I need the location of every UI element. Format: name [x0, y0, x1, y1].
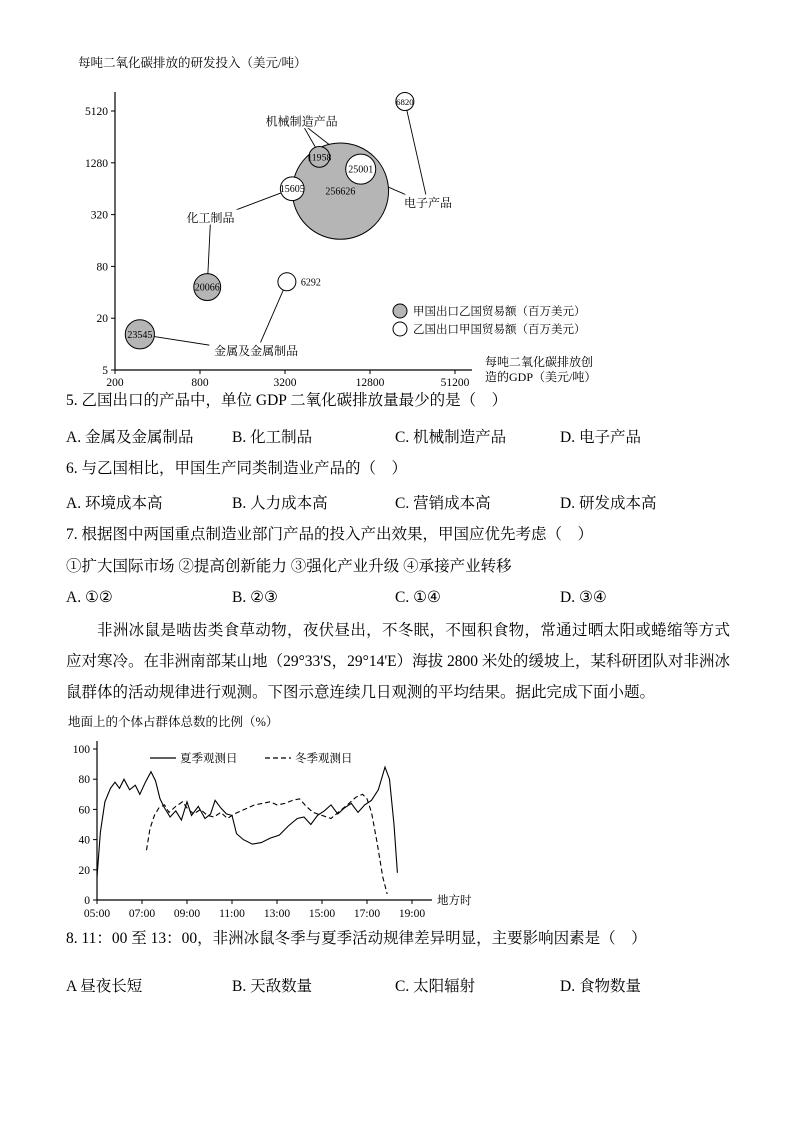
option-b: B. ②③	[232, 589, 278, 606]
legend-label: 夏季观测日	[180, 753, 238, 765]
x-tick-label: 51200	[440, 377, 470, 389]
passage: 非洲冰鼠是啮齿类食草动物，夜伏昼出，不冬眠，不囤积食物，常通过晒太阳或蜷缩等方式应对寒冷。在非洲南部某山地（29°33'S，29°14'E）海拔 2800 米处的缓坡上，某科研团队对非洲冰鼠群体的活动规律进行观测。下图示意连续几日观测的平均结果。据此完成下面小题。	[66, 622, 730, 701]
y-tick-label: 320	[90, 209, 108, 222]
y-tick-label: 20	[78, 864, 90, 877]
y-tick-label: 60	[78, 804, 90, 817]
y-tick-label: 5	[102, 365, 108, 377]
y-tick-label: 40	[78, 834, 90, 847]
question-7-subitems: ①扩大国际市场 ②提高创新能力 ③强化产业升级 ④承接产业转移	[66, 558, 512, 575]
x-tick-label: 800	[191, 377, 209, 389]
x-tick-label: 3200	[273, 377, 297, 389]
x-tick-label: 05:00	[83, 908, 111, 920]
y-tick-label: 5120	[85, 106, 108, 118]
option-b: B. 人力成本高	[232, 495, 328, 512]
option-a: A. ①②	[66, 589, 113, 606]
y-tick-label: 1280	[85, 157, 108, 170]
bubble-value: 256626	[325, 186, 356, 198]
x-tick-label: 17:00	[353, 908, 381, 920]
legend-label: 甲国出口乙国贸易额（百万美元）	[413, 306, 586, 318]
option-c: C. 太阳辐射	[395, 978, 476, 995]
question-7-options	[66, 588, 766, 607]
question-8-options	[66, 974, 766, 996]
option-a: A. 金属及金属制品	[66, 429, 194, 446]
option-a: A. 环境成本高	[66, 495, 163, 512]
bubble-value: 15605	[279, 184, 305, 196]
annotation-label: 金属及金属制品	[214, 343, 299, 358]
leader-line	[405, 102, 428, 205]
x-axis-title: 每吨二氧化碳排放创	[485, 355, 594, 369]
bubble-chart	[68, 50, 668, 410]
option-d: D. 电子产品	[560, 429, 641, 446]
x-tick-label: 200	[106, 377, 124, 389]
x-tick-label: 13:00	[263, 908, 291, 920]
bubble-value: 25001	[348, 164, 374, 176]
bubble-value: 11958	[307, 152, 332, 164]
option-d: D. 研发成本高	[560, 495, 657, 512]
option-c: C. 机械制造产品	[395, 429, 507, 446]
bubble-value: 20066	[194, 282, 220, 294]
x-tick-label: 19:00	[398, 908, 426, 920]
y-tick-label: 100	[72, 744, 90, 756]
question-5-options	[66, 425, 766, 447]
y-axis-title: 每吨二氧化碳排放的研发投入（美元/吨）	[78, 56, 307, 70]
option-d: D. ③④	[560, 589, 607, 606]
question-8-stem: 8. 11：00 至 13：00，非洲冰鼠冬季与夏季活动规律差异明显，主要影响因素是（ ）	[66, 930, 647, 947]
x-tick-label: 12800	[355, 377, 385, 389]
y-tick-label: 0	[84, 895, 90, 907]
question-5-stem: 5. 乙国出口的产品中，单位 GDP 二氧化碳排放量最少的是（ ）	[66, 392, 508, 409]
leader-line	[256, 282, 287, 353]
bubble	[278, 273, 296, 291]
y-axis-title: 地面上的个体占群体总数的比例（%）	[68, 715, 279, 729]
y-tick-label: 20	[96, 313, 108, 326]
bubble-value: 6820	[396, 97, 414, 108]
annotation-label: 机械制造产品	[265, 114, 338, 129]
option-a: A 昼夜长短	[66, 978, 143, 995]
x-tick-label: 09:00	[173, 908, 201, 920]
x-axis-title: 地方时	[437, 895, 472, 907]
option-c: C. 营销成本高	[395, 495, 491, 512]
x-tick-label: 11:00	[219, 908, 245, 920]
x-tick-label: 07:00	[128, 908, 156, 920]
legend-swatch	[393, 304, 407, 318]
y-tick-label: 80	[96, 261, 108, 274]
winter-series-line	[147, 794, 388, 894]
legend-swatch	[393, 322, 407, 336]
summer-series-line	[97, 767, 397, 877]
x-axis-title: 造的GDP（美元/吨）	[485, 370, 597, 384]
annotation-label: 电子产品	[404, 195, 453, 210]
option-b: B. 化工制品	[232, 429, 313, 446]
option-c: C. ①④	[395, 589, 441, 606]
bubble-value: 23545	[127, 329, 153, 341]
legend-label: 乙国出口甲国贸易额（百万美元）	[413, 324, 586, 336]
annotation-label: 化工制品	[186, 211, 235, 226]
activity-line-chart	[60, 708, 560, 928]
question-7-stem: 7. 根据图中两国重点制造业部门产品的投入产出效果，甲国应优先考虑（ ）	[66, 526, 594, 543]
bubble-value: 6292	[300, 277, 321, 289]
question-6-options	[66, 491, 766, 513]
legend-label: 冬季观测日	[295, 753, 353, 765]
y-tick-label: 80	[78, 774, 90, 787]
x-tick-label: 15:00	[308, 908, 336, 920]
question-6-stem: 6. 与乙国相比，甲国生产同类制造业产品的（ ）	[66, 460, 408, 477]
option-d: D. 食物数量	[560, 978, 641, 995]
option-b: B. 天敌数量	[232, 978, 313, 995]
